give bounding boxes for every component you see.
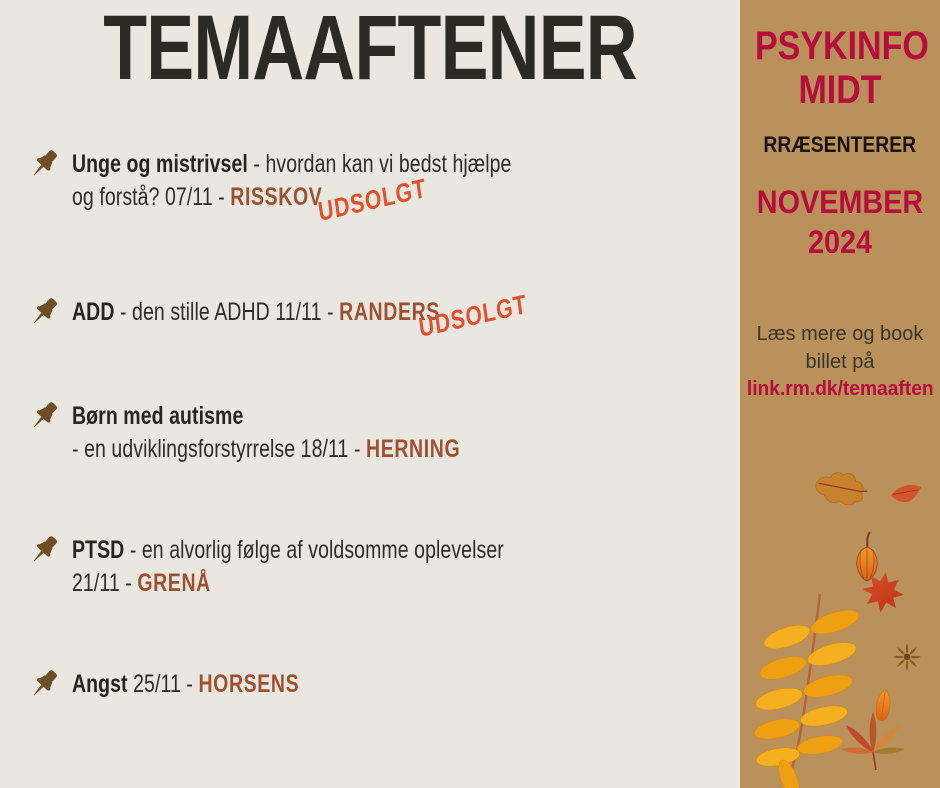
physalis-icon — [857, 532, 877, 581]
maple-leaf-icon — [859, 569, 906, 615]
event-location: HERNING — [365, 435, 461, 463]
event-text: - hvordan kan vi bedst hjælpe — [247, 150, 512, 178]
soldout-stamp: UDSOLGT — [316, 173, 429, 227]
page-title: TEMAAFTENER — [103, 0, 637, 99]
event-row-ptsd — [0, 534, 740, 600]
pushpin-icon — [24, 144, 64, 184]
event-text: - en udviklingsforstyrrelse 18/11 - — [72, 435, 366, 463]
event-location: RISSKOV — [230, 183, 323, 211]
event-location: RANDERS — [339, 298, 440, 326]
event-text: 25/11 - — [127, 670, 199, 698]
small-red-leaf-icon — [890, 482, 921, 504]
event-row-angst — [0, 668, 740, 701]
presents-label: RRÆSENTERER — [763, 132, 917, 157]
pushpin-icon — [24, 292, 64, 332]
event-row-add — [0, 289, 740, 343]
event-text: og forstå? 07/11 - — [72, 183, 231, 211]
teardrop-leaf-icon — [874, 688, 892, 721]
brand-title: PSYKINFO MIDT — [755, 24, 929, 112]
pushpin-icon — [24, 530, 64, 570]
event-title: Børn med autisme — [72, 402, 244, 430]
event-text: - en alvorlig følge af voldsomme oplevelser — [124, 536, 504, 564]
event-location: GRENÅ — [137, 569, 211, 597]
star-anise-icon — [893, 643, 921, 671]
event-row-boern-med-autisme — [0, 400, 740, 466]
event-text: 21/11 - — [72, 569, 138, 597]
event-title: Unge og mistrivsel — [72, 150, 248, 178]
event-text: - den stille ADHD 11/11 - — [114, 298, 340, 326]
event-location: HORSENS — [198, 670, 300, 698]
event-row-unge-og-mistrivsel — [0, 148, 740, 227]
event-title: ADD — [72, 298, 115, 326]
rowan-leaf-icon — [753, 594, 862, 788]
month-label: NOVEMBER 2024 — [756, 184, 924, 260]
booking-info-text: Læs mere og book billet på — [756, 323, 924, 373]
event-title: PTSD — [72, 536, 125, 564]
event-title: Angst — [72, 670, 128, 698]
booking-link[interactable]: link.rm.dk/temaaften — [746, 378, 934, 400]
oak-leaf-icon — [813, 466, 871, 510]
pushpin-icon — [24, 664, 64, 704]
sidebar — [740, 0, 940, 788]
soldout-stamp: UDSOLGT — [417, 289, 529, 343]
creeper-leaf-icon — [841, 712, 905, 770]
pushpin-icon — [24, 396, 64, 436]
